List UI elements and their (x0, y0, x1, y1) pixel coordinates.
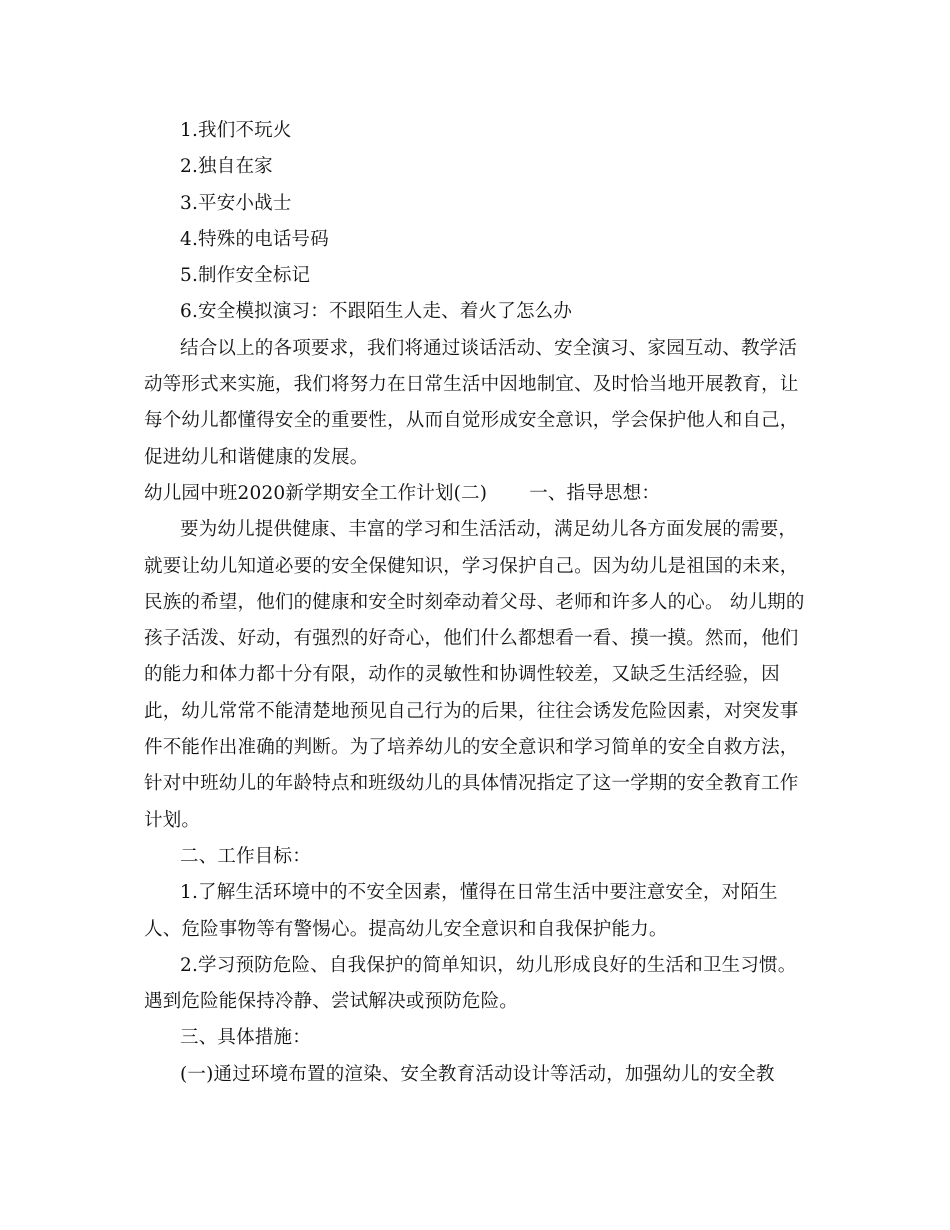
list-item: 6.安全模拟演习：不跟陌生人走、着火了怎么办 (180, 301, 573, 323)
list-item: 4.特殊的电话号码 (180, 228, 329, 250)
list-item: 1.我们不玩火 (180, 120, 292, 141)
plan-title-line (144, 476, 806, 512)
section1-heading: 一、指导思想： (529, 482, 661, 504)
summary-line: 结合以上的各项要求，我们将通过谈话活动、安全演习、家园互动、教学活 (180, 337, 798, 359)
paragraph-line: 计划。 (144, 809, 201, 831)
paragraph-line: 针对中班幼儿的年龄特点和班级幼儿的具体情况指定了这一学期的安全教育工作 (144, 773, 799, 795)
paragraph-line: 就要让幼儿知道必要的安全保健知识，学习保护自己。因为幼儿是祖国的未来， (144, 555, 799, 577)
paragraph-line: 此，幼儿常常不能清楚地预见自己行为的后果，往往会诱发危险因素，对突发事 (144, 700, 799, 722)
summary-line: 动等形式来实施，我们将努力在日常生活中因地制宜、及时恰当地开展教育，让 (144, 374, 799, 396)
summary-line: 每个幼儿都懂得安全的重要性，从而自觉形成安全意识，学会保护他人和自己， (144, 410, 799, 432)
list-item: 2.独自在家 (180, 156, 273, 178)
paragraph-line: 的能力和体力都十分有限，动作的灵敏性和协调性较差，又缺乏生活经验，因 (144, 664, 780, 686)
section2-heading: 二、工作目标： (180, 845, 311, 867)
document-body (144, 113, 806, 1093)
summary-line: 促进幼儿和谐健康的发展。 (144, 446, 369, 468)
list-item: 3.平安小战士 (180, 192, 292, 214)
paragraph-line: 件不能作出准确的判断。为了培养幼儿的安全意识和学习简单的安全自救方法， (144, 737, 799, 759)
goal-line: 2.学习预防危险、自我保护的简单知识，幼儿形成良好的生活和卫生习惯。 (180, 954, 797, 976)
goal-line: 人、危险事物等有警惕心。提高幼儿安全意识和自我保护能力。 (144, 918, 668, 940)
plan-title: 幼儿园中班2020新学期安全工作计划(二) (144, 482, 488, 504)
paragraph-line: 要为幼儿提供健康、丰富的学习和生活活动，满足幼儿各方面发展的需要， (180, 519, 798, 541)
goal-line: 遇到危险能保持冷静、尝试解决或预防危险。 (144, 991, 519, 1013)
measure-line: (一)通过环境布置的渲染、安全教育活动设计等活动，加强幼儿的安全教 (180, 1063, 775, 1085)
goal-line: 1.了解生活环境中的不安全因素，懂得在日常生活中要注意安全，对陌生 (180, 882, 778, 904)
section3-heading: 三、具体措施： (180, 1027, 311, 1049)
paragraph-line: 孩子活泼、好动，有强烈的好奇心，他们什么都想看一看、摸一摸。然而，他们 (144, 628, 799, 650)
paragraph-line: 民族的希望，他们的健康和安全时刻牵动着父母、老师和许多人的心。 幼儿期的 (144, 591, 805, 613)
list-item: 5.制作安全标记 (180, 265, 311, 287)
